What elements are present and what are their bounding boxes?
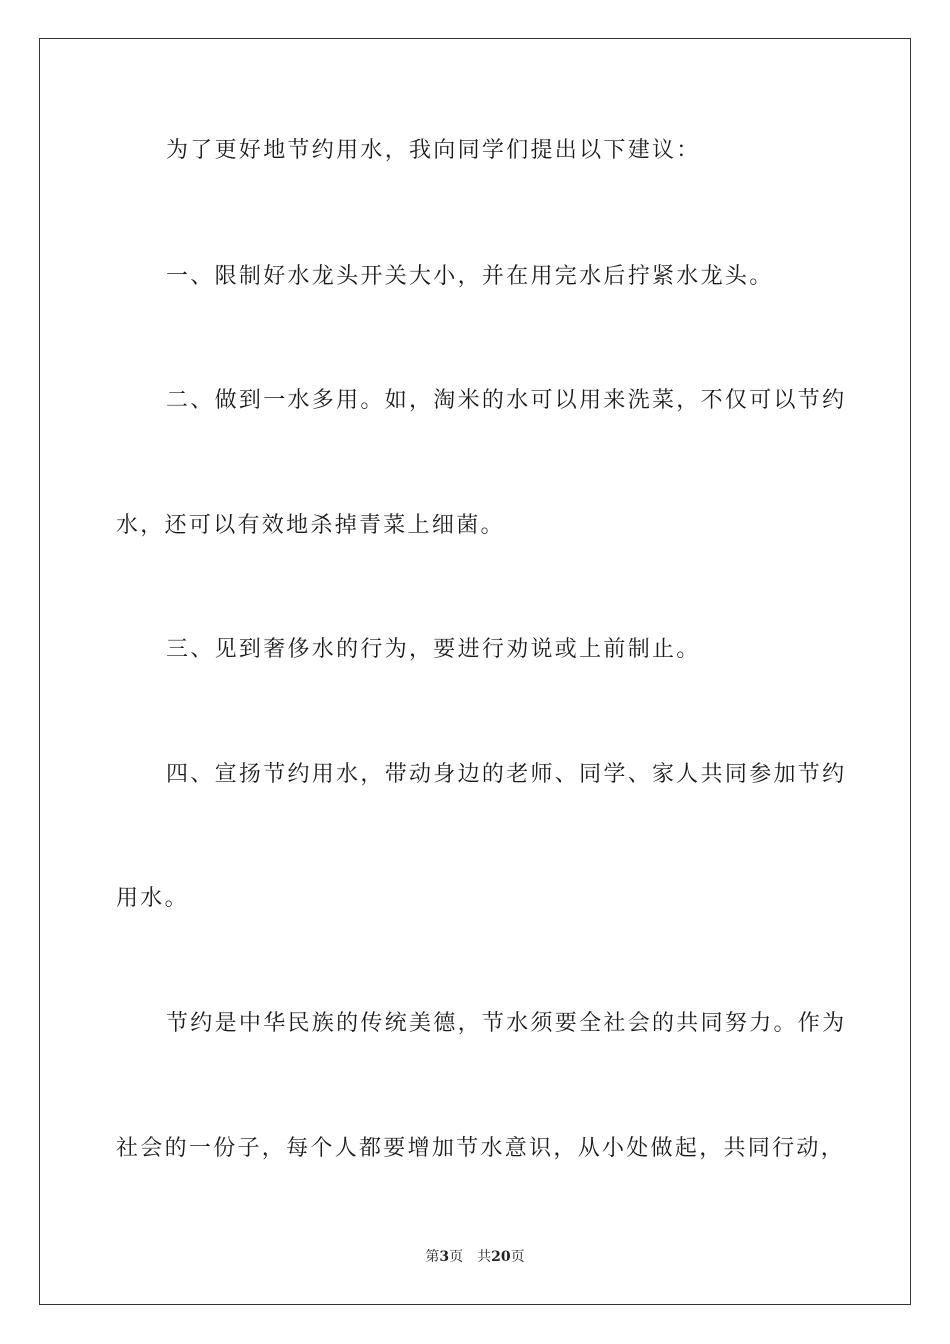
suggestion-2: 二、做到一水多用。如，淘米的水可以用来洗菜，不仅可以节约 [166, 388, 847, 413]
footer-page-number: 3 [439, 1249, 450, 1265]
page-footer [0, 1247, 950, 1267]
suggestion-2-continued: 水，还可以有效地杀掉青菜上细菌。 [116, 513, 505, 538]
suggestion-4-continued: 用水。 [116, 886, 189, 911]
footer-total-pages: 20 [491, 1249, 511, 1265]
footer-total-prefix: 共 [477, 1249, 492, 1265]
footer-total-suffix: 页 [510, 1249, 525, 1265]
suggestion-4: 四、宣扬节约用水，带动身边的老师、同学、家人共同参加节约 [166, 762, 847, 787]
paragraph-intro: 为了更好地节约用水，我向同学们提出以下建议： [166, 138, 701, 163]
suggestion-1: 一、限制好水龙头开关大小，并在用完水后拧紧水龙头。 [166, 264, 774, 289]
footer-page-suffix: 页 [449, 1249, 464, 1265]
paragraph-conclusion: 节约是中华民族的传统美德，节水须要全社会的共同努力。作为 [166, 1011, 847, 1036]
paragraph-conclusion-continued: 社会的一份子，每个人都要增加节水意识，从小处做起，共同行动， [116, 1136, 846, 1161]
page-frame [39, 38, 911, 1305]
footer-page-prefix: 第 [425, 1249, 440, 1265]
suggestion-3: 三、见到奢侈水的行为，要进行劝说或上前制止。 [166, 637, 701, 662]
